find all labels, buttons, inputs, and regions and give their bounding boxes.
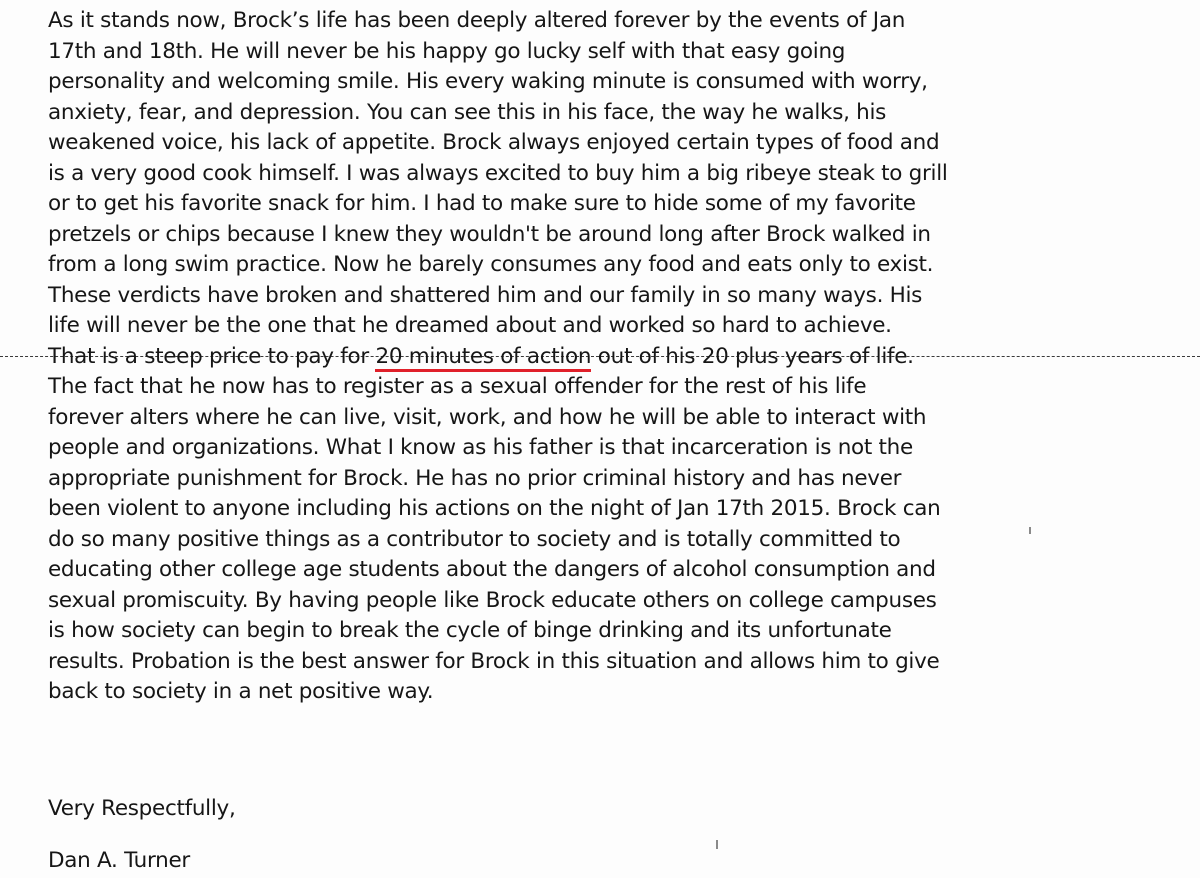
letter-line: or to get his favorite snack for him. I had to make sure to hide some of my favorite — [48, 191, 916, 216]
letter-line: pretzels or chips because I knew they wouldn't be around long after Brock walked in — [48, 221, 931, 247]
letter-line: appropriate punishment for Brock. He has no prior criminal history and has never — [48, 465, 902, 491]
letter-signature: Dan A. Turner — [48, 848, 190, 873]
letter-line: sexual promiscuity. By having people like Brock educate others on college campuses — [48, 587, 937, 613]
letter-line: These verdicts have broken and shattered him and our family in so many ways. His — [48, 282, 923, 308]
letter-line: anxiety, fear, and depression. You can see this in his face, the way he walks, his — [48, 99, 887, 125]
letter-line: As it stands now, Brock’s life has been deeply altered forever by the events of Jan — [48, 8, 906, 33]
letter-line: The fact that he now has to register as a sexual offender for the rest of his life — [48, 374, 867, 399]
scan-speck — [1029, 527, 1031, 534]
letter-line: back to society in a net positive way. — [48, 679, 434, 704]
letter-line: is a very good cook himself. I was always excited to buy him a big ribeye steak to grill — [48, 160, 948, 186]
letter-line: weakened voice, his lack of appetite. Brock always enjoyed certain types of food and — [48, 130, 940, 155]
letter-line: educating other college age students about the dangers of alcohol consumption and — [48, 557, 936, 582]
highlighted-phrase: 20 minutes of action — [375, 345, 591, 372]
letter-line: people and organizations. What I know as his father is that incarceration is not the — [48, 435, 913, 460]
letter-line: forever alters where he can live, visit, work, and how he will be able to interact with — [48, 404, 927, 430]
highlight-line-before: That is a steep price to pay for — [48, 343, 376, 369]
letter-line: been violent to anyone including his actions on the night of Jan 17th 2015. Brock can — [48, 496, 941, 521]
letter-line-highlighted — [48, 342, 1198, 373]
letter-line: life will never be the one that he dreamed about and worked so hard to achieve. — [48, 313, 892, 338]
letter-line: do so many positive things as a contributor to society and is totally committed to — [48, 526, 901, 552]
letter-line: personality and welcoming smile. His every waking minute is consumed with worry, — [48, 69, 928, 94]
letter-line: from a long swim practice. Now he barely consumes any food and eats only to exist. — [48, 252, 934, 277]
letter-salutation: Very Respectfully, — [48, 796, 236, 821]
letter-line: results. Probation is the best answer for Brock in this situation and allows him to give — [48, 648, 940, 674]
letter-line: 17th and 18th. He will never be his happy go lucky self with that easy going — [48, 38, 846, 64]
scan-speck — [716, 840, 718, 849]
letter-body — [48, 6, 1198, 708]
highlight-line-after: out of his 20 plus years of life. — [591, 343, 914, 369]
letter-line: is how society can begin to break the cycle of binge drinking and its unfortunate — [48, 618, 892, 643]
